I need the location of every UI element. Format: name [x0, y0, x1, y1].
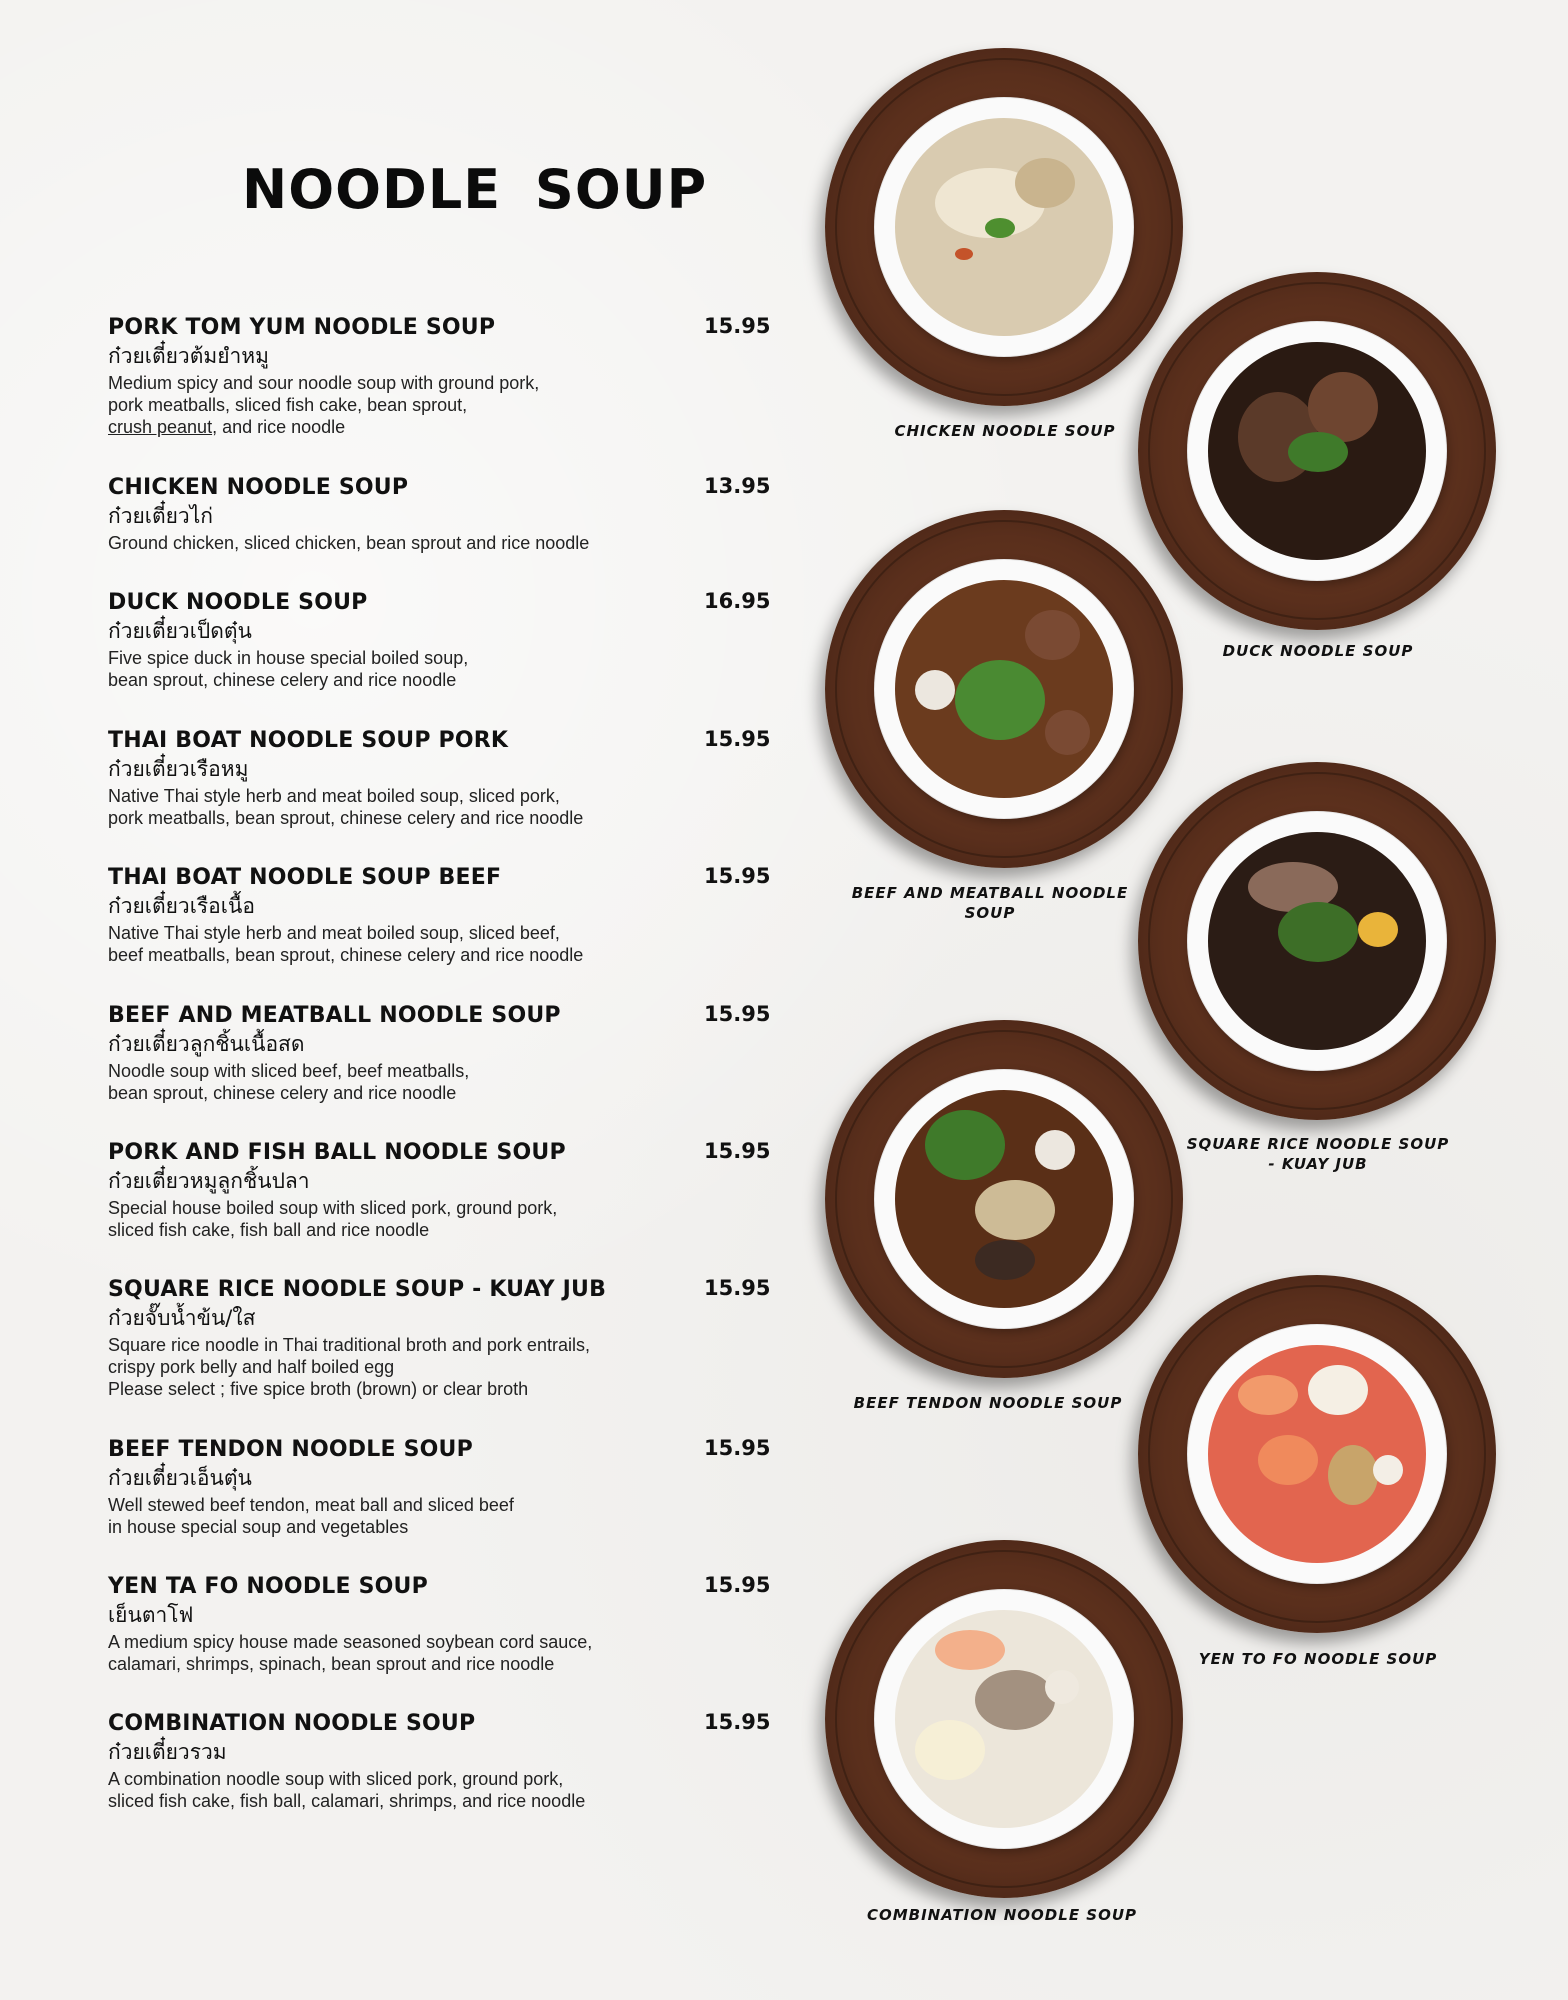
item-price: 15.95: [704, 727, 771, 751]
soup-broth: [895, 1090, 1113, 1308]
item-thai-name: ก๋วยเตี๋ยวไก่: [108, 504, 213, 528]
combination-noodle-soup-photo: [825, 1540, 1183, 1898]
item-thai-name: ก๋วยเตี๋ยวรวม: [108, 1740, 227, 1764]
beef-meatball-noodle-soup-photo: [825, 510, 1183, 868]
soup-broth: [1208, 342, 1426, 560]
menu-item-beef-tendon: [108, 1436, 771, 1538]
item-name: BEEF TENDON NOODLE SOUP: [108, 1437, 473, 1462]
menu-item-beef-meatball: [108, 1002, 771, 1104]
item-name: SQUARE RICE NOODLE SOUP - KUAY JUB: [108, 1277, 607, 1302]
item-description: A combination noodle soup with sliced pork, ground pork, sliced fish cake, fish ball, calamari, shrimps, and rice noodle: [108, 1769, 586, 1811]
item-price: 15.95: [704, 314, 771, 338]
item-description: Medium spicy and sour noodle soup with ground pork, pork meatballs, sliced fish cake, bean sprout, crush peanut, and rice noodle: [108, 373, 540, 437]
item-price: 16.95: [704, 589, 771, 613]
menu-item-chicken: [108, 474, 771, 554]
item-name: PORK TOM YUM NOODLE SOUP: [108, 315, 496, 340]
item-description: Ground chicken, sliced chicken, bean sprout and rice noodle: [108, 533, 590, 553]
chicken-noodle-soup-photo: [825, 48, 1183, 406]
photo-caption: BEEF TENDON NOODLE SOUP: [853, 1394, 1123, 1412]
item-description: Native Thai style herb and meat boiled soup, sliced beef, beef meatballs, bean sprout, chinese celery and rice noodle: [108, 923, 584, 965]
photo-caption: BEEF AND MEATBALL NOODLE SOUP: [851, 884, 1129, 922]
item-price: 15.95: [704, 1710, 771, 1734]
item-description: Five spice duck in house special boiled soup, bean sprout, chinese celery and rice noodle: [108, 648, 469, 690]
menu-item-kuay-jub: [108, 1276, 771, 1400]
underlined-text: crush peanut: [108, 417, 213, 437]
soup-broth: [895, 118, 1113, 336]
soup-broth: [895, 580, 1113, 798]
item-name: YEN TA FO NOODLE SOUP: [108, 1574, 428, 1599]
item-thai-name: ก๋วยจั๊บน้ำข้น/ใส: [108, 1306, 256, 1330]
item-name: PORK AND FISH BALL NOODLE SOUP: [108, 1140, 566, 1165]
item-price: 15.95: [704, 1573, 771, 1597]
item-price: 15.95: [704, 1436, 771, 1460]
item-price: 15.95: [704, 1276, 771, 1300]
item-thai-name: ก๋วยเตี๋ยวเรือเนื้อ: [108, 894, 255, 918]
item-name: CHICKEN NOODLE SOUP: [108, 475, 409, 500]
menu-item-pork-fish-ball: [108, 1139, 771, 1241]
menu-item-yen-ta-fo: [108, 1573, 771, 1675]
menu-item-boat-pork: [108, 727, 771, 829]
item-name: THAI BOAT NOODLE SOUP PORK: [108, 728, 509, 753]
item-price: 15.95: [704, 1002, 771, 1026]
item-thai-name: ก๋วยเตี๋ยวหมูลูกชิ้นปลา: [108, 1169, 310, 1193]
menu-item-boat-beef: [108, 864, 771, 966]
item-price: 15.95: [704, 1139, 771, 1163]
photo-caption: CHICKEN NOODLE SOUP: [894, 422, 1116, 440]
item-thai-name: ก๋วยเตี๋ยวลูกชิ้นเนื้อสด: [108, 1032, 305, 1056]
item-thai-name: เย็นตาโฟ: [108, 1603, 194, 1627]
item-description: Special house boiled soup with sliced pork, ground pork, sliced fish cake, fish ball and rice noodle: [108, 1198, 558, 1240]
item-price: 15.95: [704, 864, 771, 888]
beef-tendon-noodle-soup-photo: [825, 1020, 1183, 1378]
item-name: BEEF AND MEATBALL NOODLE SOUP: [108, 1003, 561, 1028]
soup-broth: [895, 1610, 1113, 1828]
photo-caption: COMBINATION NOODLE SOUP: [866, 1906, 1138, 1924]
item-description: Square rice noodle in Thai traditional broth and pork entrails, crispy pork belly and half boiled egg Please select ; five spice broth (brown) or clear broth: [108, 1335, 590, 1399]
item-name: THAI BOAT NOODLE SOUP BEEF: [108, 865, 502, 890]
duck-noodle-soup-photo: [1138, 272, 1496, 630]
photo-caption: YEN TO FO NOODLE SOUP: [1198, 1650, 1438, 1668]
item-price: 13.95: [704, 474, 771, 498]
item-name: DUCK NOODLE SOUP: [108, 590, 368, 615]
item-thai-name: ก๋วยเตี๋ยวเอ็นตุ๋น: [108, 1466, 252, 1490]
item-thai-name: ก๋วยเตี๋ยวเรือหมู: [108, 757, 249, 781]
kuay-jub-photo: [1138, 762, 1496, 1120]
menu-item-duck: [108, 589, 771, 691]
photo-caption: SQUARE RICE NOODLE SOUP - KUAY JUB: [1186, 1135, 1450, 1173]
item-thai-name: ก๋วยเตี๋ยวเป็ดตุ๋น: [108, 619, 252, 643]
photo-caption: DUCK NOODLE SOUP: [1222, 642, 1414, 660]
item-name: COMBINATION NOODLE SOUP: [108, 1711, 476, 1736]
item-description: Noodle soup with sliced beef, beef meatballs, bean sprout, chinese celery and rice noodle: [108, 1061, 470, 1103]
item-description: Well stewed beef tendon, meat ball and sliced beef in house special soup and vegetables: [108, 1495, 514, 1537]
page-title: NOODLE SOUP: [242, 158, 708, 221]
yen-ta-fo-noodle-soup-photo: [1138, 1275, 1496, 1633]
item-description: Native Thai style herb and meat boiled soup, sliced pork, pork meatballs, bean sprout, chinese celery and rice noodle: [108, 786, 584, 828]
soup-broth: [1208, 832, 1426, 1050]
menu-item-pork-tom-yum: [108, 314, 771, 438]
item-thai-name: ก๋วยเตี๋ยวต้มยำหมู: [108, 344, 269, 368]
item-description: A medium spicy house made seasoned soybean cord sauce, calamari, shrimps, spinach, bean sprout and rice noodle: [108, 1632, 593, 1674]
menu-item-combination: [108, 1710, 771, 1812]
soup-broth: [1208, 1345, 1426, 1563]
